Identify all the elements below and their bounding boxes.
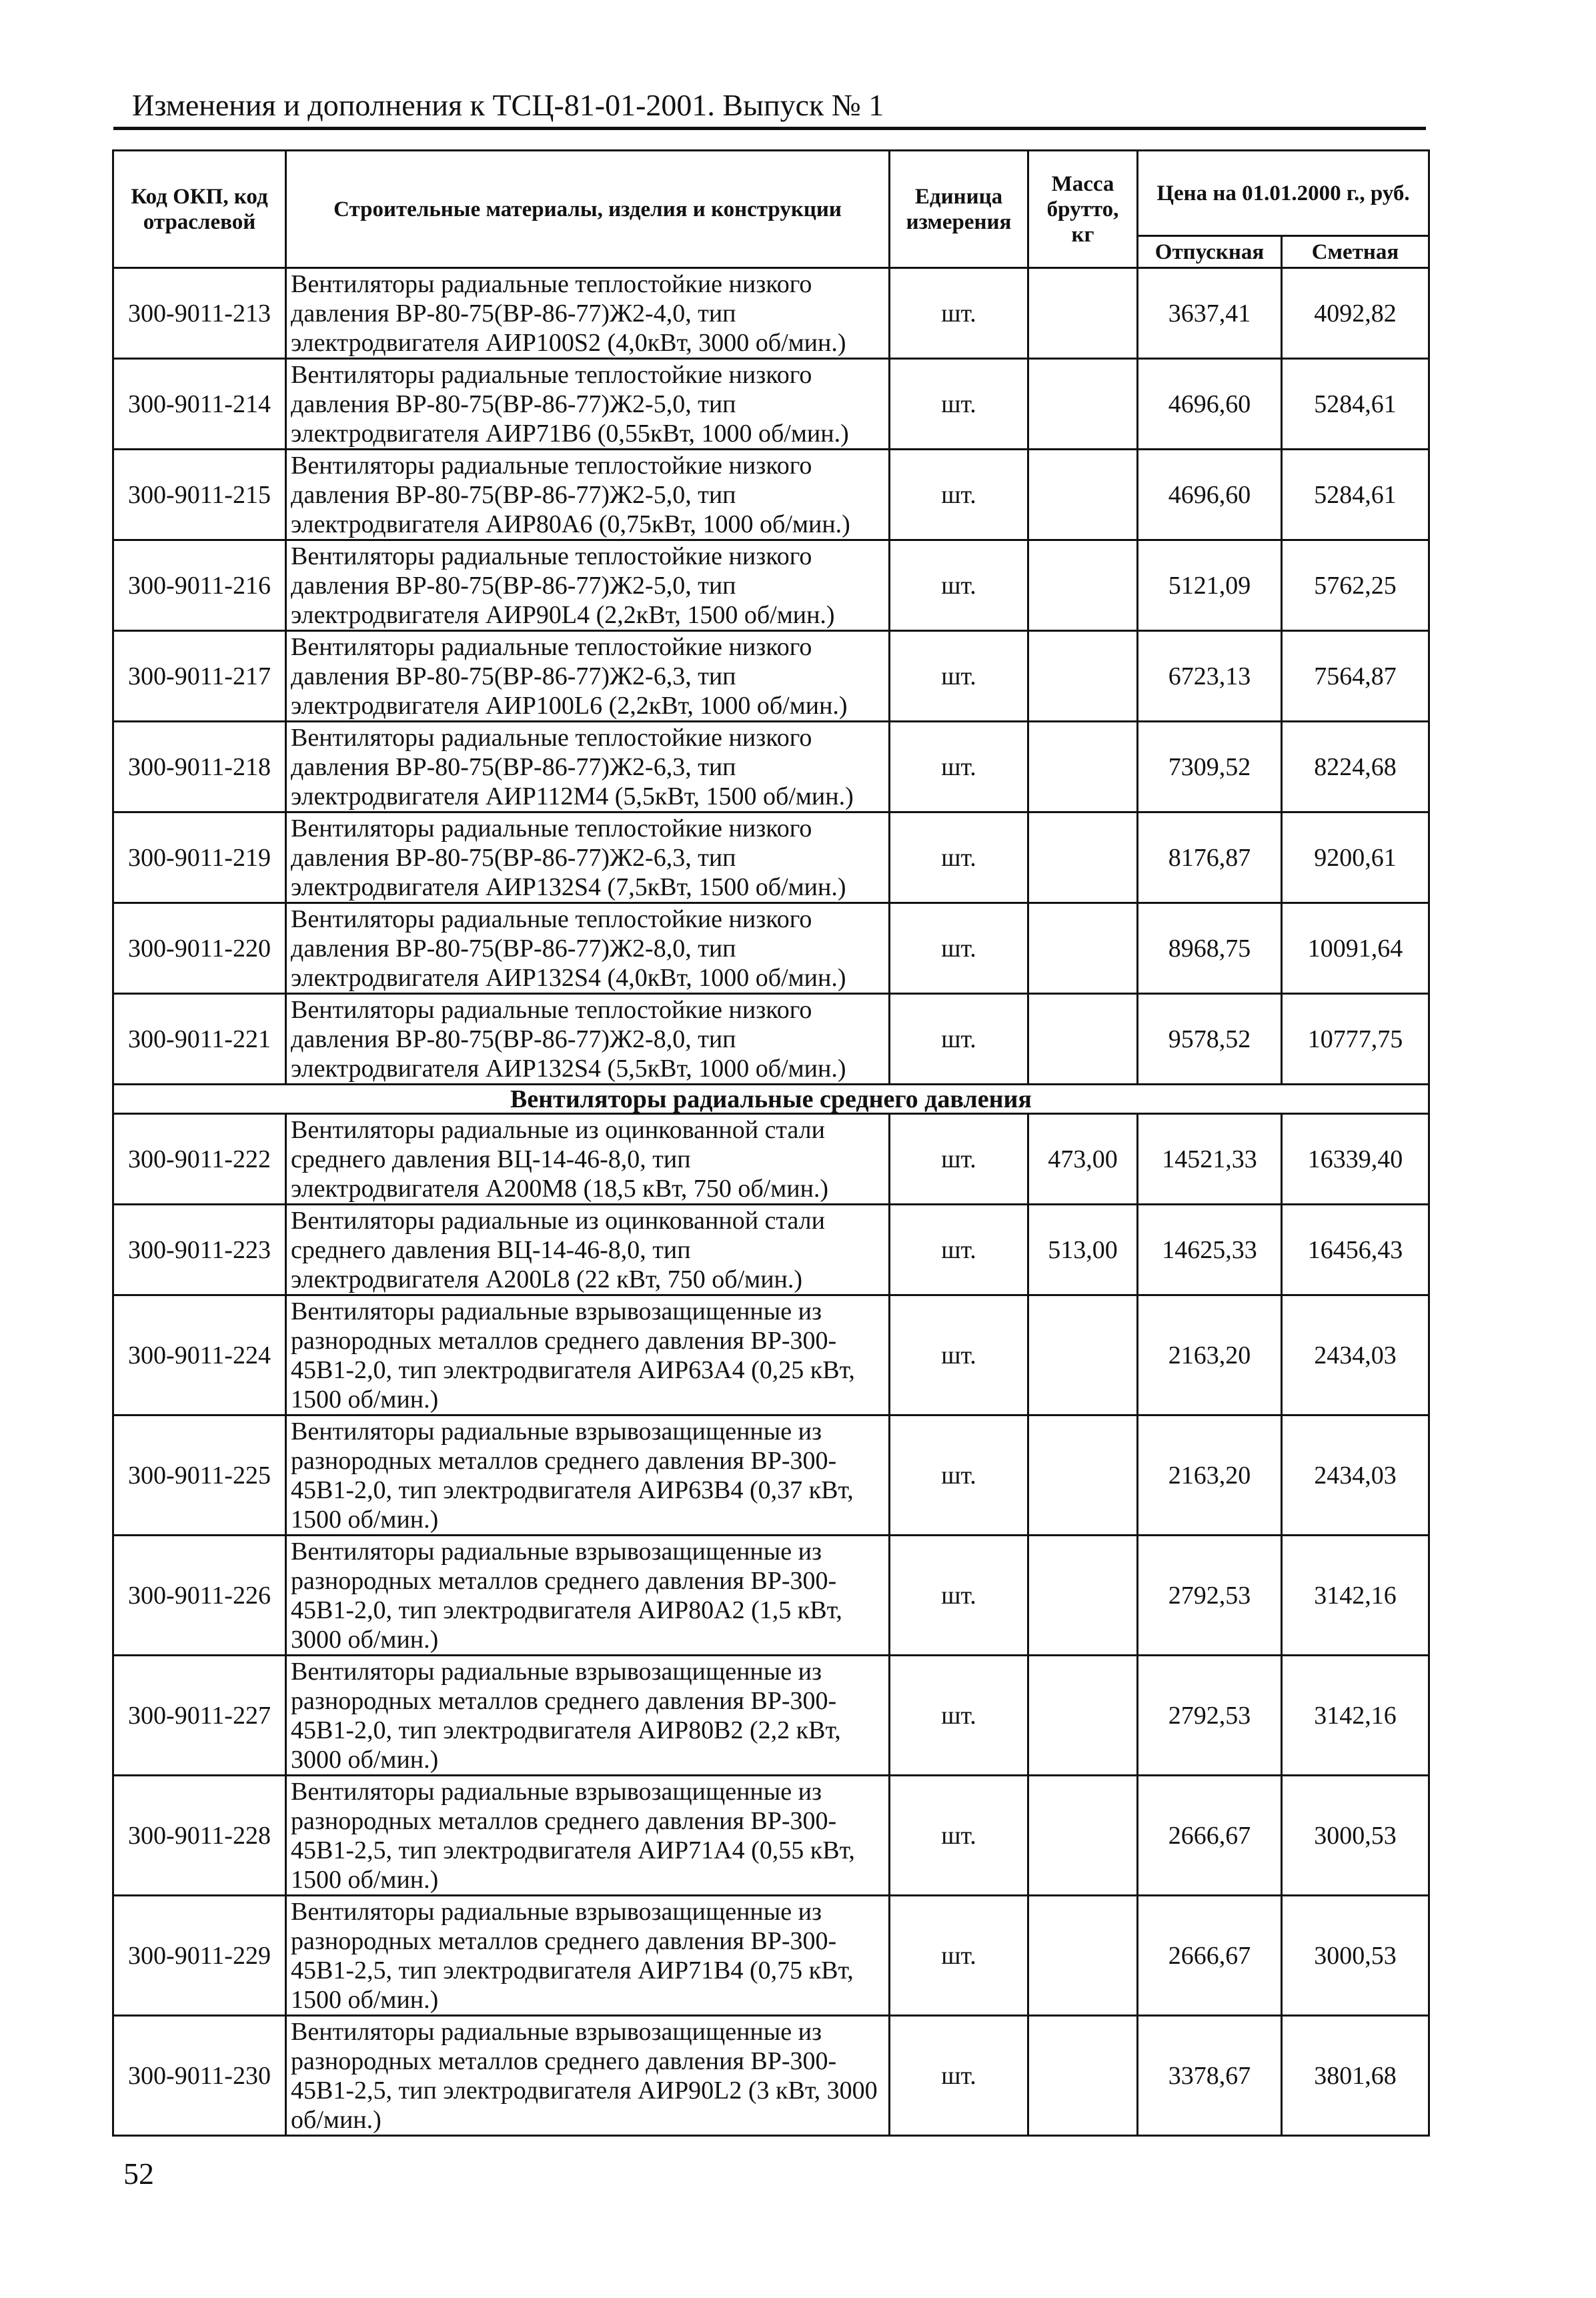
cell-name: Вентиляторы радиальные теплостойкие низкого давления ВР-80-75(ВР-86-77)Ж2-5,0, тип электродвигателя АИР90L4 (2,2кВт, 1500 об/мин.) (286, 540, 890, 631)
cell-release-price: 5121,09 (1138, 540, 1282, 631)
cell-name: Вентиляторы радиальные теплостойкие низкого давления ВР-80-75(ВР-86-77)Ж2-8,0, тип электродвигателя АИР132S4 (4,0кВт, 1000 об/мин.) (286, 903, 890, 994)
cell-release-price: 9578,52 (1138, 994, 1282, 1085)
cell-code: 300-9011-219 (113, 812, 286, 903)
cell-code: 300-9011-216 (113, 540, 286, 631)
table-row (113, 1114, 1429, 1205)
cell-name: Вентиляторы радиальные взрывозащищенные из разнородных металлов среднего давления ВР-300-45В1-2,5, тип электродвигателя АИР71В4 (0,75 кВт, 1500 об/мин.) (286, 1896, 890, 2016)
column-header-price-release: Отпускная (1138, 236, 1282, 268)
cell-name: Вентиляторы радиальные теплостойкие низкого давления ВР-80-75(ВР-86-77)Ж2-6,3, тип электродвигателя АИР100L6 (2,2кВт, 1000 об/мин.) (286, 631, 890, 722)
cell-code: 300-9011-215 (113, 450, 286, 540)
cell-name: Вентиляторы радиальные взрывозащищенные из разнородных металлов среднего давления ВР-300-45В1-2,0, тип электродвигателя АИР80А2 (1,5 кВт, 3000 об/мин.) (286, 1536, 890, 1656)
table-row (113, 1896, 1429, 2016)
cell-name: Вентиляторы радиальные теплостойкие низкого давления ВР-80-75(ВР-86-77)Ж2-5,0, тип электродвигателя АИР71В6 (0,55кВт, 1000 об/мин.) (286, 359, 890, 450)
cell-name: Вентиляторы радиальные теплостойкие низкого давления ВР-80-75(ВР-86-77)Ж2-6,3, тип электродвигателя АИР112М4 (5,5кВт, 1500 об/мин.) (286, 722, 890, 812)
cell-code: 300-9011-226 (113, 1536, 286, 1656)
cell-name: Вентиляторы радиальные теплостойкие низкого давления ВР-80-75(ВР-86-77)Ж2-5,0, тип электродвигателя АИР80А6 (0,75кВт, 1000 об/мин.) (286, 450, 890, 540)
cell-release-price: 3637,41 (1138, 268, 1282, 359)
cell-estimate-price: 4092,82 (1282, 268, 1429, 359)
cell-mass (1028, 722, 1138, 812)
cell-unit: шт. (890, 1656, 1028, 1776)
table-row (113, 994, 1429, 1085)
cell-mass (1028, 1656, 1138, 1776)
cell-estimate-price: 3801,68 (1282, 2016, 1429, 2136)
table-row (113, 1205, 1429, 1295)
table-row (113, 359, 1429, 450)
cell-mass (1028, 540, 1138, 631)
cell-mass (1028, 994, 1138, 1085)
cell-estimate-price: 9200,61 (1282, 812, 1429, 903)
cell-name: Вентиляторы радиальные из оцинкованной стали среднего давления ВЦ-14-46-8,0, тип электродвигателя А200L8 (22 кВт, 750 об/мин.) (286, 1205, 890, 1295)
cell-mass (1028, 1415, 1138, 1536)
cell-estimate-price: 3142,16 (1282, 1536, 1429, 1656)
table-row (113, 1536, 1429, 1656)
cell-code: 300-9011-224 (113, 1295, 286, 1415)
cell-release-price: 4696,60 (1138, 359, 1282, 450)
cell-mass (1028, 1776, 1138, 1896)
cell-release-price: 2666,67 (1138, 1776, 1282, 1896)
cell-estimate-price: 10091,64 (1282, 903, 1429, 994)
cell-name: Вентиляторы радиальные взрывозащищенные из разнородных металлов среднего давления ВР-300-45В1-2,0, тип электродвигателя АИР80В2 (2,2 кВт, 3000 об/мин.) (286, 1656, 890, 1776)
cell-release-price: 2666,67 (1138, 1896, 1282, 2016)
cell-name: Вентиляторы радиальные взрывозащищенные из разнородных металлов среднего давления ВР-300-45В1-2,5, тип электродвигателя АИР90L2 (3 кВт, 3000 об/мин.) (286, 2016, 890, 2136)
cell-code: 300-9011-229 (113, 1896, 286, 2016)
cell-name: Вентиляторы радиальные теплостойкие низкого давления ВР-80-75(ВР-86-77)Ж2-8,0, тип электродвигателя АИР132S4 (5,5кВт, 1000 об/мин.) (286, 994, 890, 1085)
cell-name: Вентиляторы радиальные теплостойкие низкого давления ВР-80-75(ВР-86-77)Ж2-4,0, тип электродвигателя АИР100S2 (4,0кВт, 3000 об/мин.) (286, 268, 890, 359)
table-row (113, 1656, 1429, 1776)
cell-code: 300-9011-230 (113, 2016, 286, 2136)
cell-release-price: 14625,33 (1138, 1205, 1282, 1295)
cell-release-price: 4696,60 (1138, 450, 1282, 540)
cell-estimate-price: 3142,16 (1282, 1656, 1429, 1776)
cell-unit: шт. (890, 1295, 1028, 1415)
cell-release-price: 2792,53 (1138, 1536, 1282, 1656)
cell-unit: шт. (890, 1415, 1028, 1536)
cell-name: Вентиляторы радиальные взрывозащищенные из разнородных металлов среднего давления ВР-300-45В1-2,0, тип электродвигателя АИР63В4 (0,37 кВт, 1500 об/мин.) (286, 1415, 890, 1536)
cell-code: 300-9011-213 (113, 268, 286, 359)
cell-unit: шт. (890, 2016, 1028, 2136)
cell-estimate-price: 8224,68 (1282, 722, 1429, 812)
cell-code: 300-9011-228 (113, 1776, 286, 1896)
cell-estimate-price: 16456,43 (1282, 1205, 1429, 1295)
cell-unit: шт. (890, 450, 1028, 540)
table-row (113, 1295, 1429, 1415)
cell-unit: шт. (890, 359, 1028, 450)
cell-release-price: 6723,13 (1138, 631, 1282, 722)
cell-mass (1028, 631, 1138, 722)
cell-estimate-price: 3000,53 (1282, 1896, 1429, 2016)
cell-mass (1028, 812, 1138, 903)
cell-code: 300-9011-221 (113, 994, 286, 1085)
price-table (112, 149, 1430, 2137)
cell-estimate-price: 2434,03 (1282, 1295, 1429, 1415)
page-number: 52 (123, 2157, 154, 2191)
cell-mass (1028, 359, 1138, 450)
cell-code: 300-9011-217 (113, 631, 286, 722)
column-header-mass: Масса брутто, кг (1028, 151, 1138, 268)
cell-unit: шт. (890, 1536, 1028, 1656)
cell-release-price: 8176,87 (1138, 812, 1282, 903)
table-row (113, 268, 1429, 359)
cell-code: 300-9011-214 (113, 359, 286, 450)
cell-estimate-price: 2434,03 (1282, 1415, 1429, 1536)
column-header-price-group: Цена на 01.01.2000 г., руб. (1138, 151, 1429, 236)
cell-unit: шт. (890, 1776, 1028, 1896)
cell-estimate-price: 10777,75 (1282, 994, 1429, 1085)
cell-name: Вентиляторы радиальные из оцинкованной стали среднего давления ВЦ-14-46-8,0, тип электродвигателя А200М8 (18,5 кВт, 750 об/мин.) (286, 1114, 890, 1205)
header-rule (113, 127, 1426, 130)
table-row (113, 631, 1429, 722)
table-row (113, 540, 1429, 631)
cell-mass: 473,00 (1028, 1114, 1138, 1205)
cell-unit: шт. (890, 1205, 1028, 1295)
column-header-code: Код ОКП, код отраслевой (113, 151, 286, 268)
cell-code: 300-9011-218 (113, 722, 286, 812)
cell-code: 300-9011-222 (113, 1114, 286, 1205)
cell-unit: шт. (890, 903, 1028, 994)
column-header-price-estimate: Сметная (1282, 236, 1429, 268)
cell-unit: шт. (890, 1896, 1028, 2016)
cell-code: 300-9011-220 (113, 903, 286, 994)
page-title: Изменения и дополнения к ТСЦ-81-01-2001. Выпуск № 1 (132, 88, 884, 122)
table-row (113, 722, 1429, 812)
table-row (113, 450, 1429, 540)
cell-estimate-price: 7564,87 (1282, 631, 1429, 722)
cell-mass (1028, 2016, 1138, 2136)
cell-mass (1028, 1295, 1138, 1415)
cell-estimate-price: 5284,61 (1282, 450, 1429, 540)
cell-code: 300-9011-223 (113, 1205, 286, 1295)
cell-mass (1028, 903, 1138, 994)
cell-mass: 513,00 (1028, 1205, 1138, 1295)
cell-unit: шт. (890, 540, 1028, 631)
table-row (113, 1415, 1429, 1536)
cell-unit: шт. (890, 812, 1028, 903)
cell-estimate-price: 5284,61 (1282, 359, 1429, 450)
cell-release-price: 2163,20 (1138, 1295, 1282, 1415)
section-title: Вентиляторы радиальные среднего давления (113, 1085, 1429, 1114)
cell-code: 300-9011-225 (113, 1415, 286, 1536)
cell-estimate-price: 5762,25 (1282, 540, 1429, 631)
cell-code: 300-9011-227 (113, 1656, 286, 1776)
table-row (113, 1776, 1429, 1896)
section-row (113, 1085, 1429, 1114)
column-header-unit: Единица измерения (890, 151, 1028, 268)
table-header (113, 151, 1429, 268)
cell-unit: шт. (890, 994, 1028, 1085)
cell-release-price: 14521,33 (1138, 1114, 1282, 1205)
cell-mass (1028, 268, 1138, 359)
cell-release-price: 8968,75 (1138, 903, 1282, 994)
table-row (113, 903, 1429, 994)
cell-name: Вентиляторы радиальные теплостойкие низкого давления ВР-80-75(ВР-86-77)Ж2-6,3, тип электродвигателя АИР132S4 (7,5кВт, 1500 об/мин.) (286, 812, 890, 903)
cell-name: Вентиляторы радиальные взрывозащищенные из разнородных металлов среднего давления ВР-300-45В1-2,5, тип электродвигателя АИР71А4 (0,55 кВт, 1500 об/мин.) (286, 1776, 890, 1896)
cell-mass (1028, 1896, 1138, 2016)
cell-unit: шт. (890, 722, 1028, 812)
cell-mass (1028, 1536, 1138, 1656)
table-body (113, 268, 1429, 2136)
cell-estimate-price: 16339,40 (1282, 1114, 1429, 1205)
cell-name: Вентиляторы радиальные взрывозащищенные из разнородных металлов среднего давления ВР-300-45В1-2,0, тип электродвигателя АИР63А4 (0,25 кВт, 1500 об/мин.) (286, 1295, 890, 1415)
cell-mass (1028, 450, 1138, 540)
table-row (113, 812, 1429, 903)
cell-release-price: 7309,52 (1138, 722, 1282, 812)
column-header-name: Строительные материалы, изделия и конструкции (286, 151, 890, 268)
cell-unit: шт. (890, 268, 1028, 359)
cell-release-price: 2163,20 (1138, 1415, 1282, 1536)
cell-unit: шт. (890, 631, 1028, 722)
cell-release-price: 2792,53 (1138, 1656, 1282, 1776)
cell-release-price: 3378,67 (1138, 2016, 1282, 2136)
cell-estimate-price: 3000,53 (1282, 1776, 1429, 1896)
table-row (113, 2016, 1429, 2136)
cell-unit: шт. (890, 1114, 1028, 1205)
